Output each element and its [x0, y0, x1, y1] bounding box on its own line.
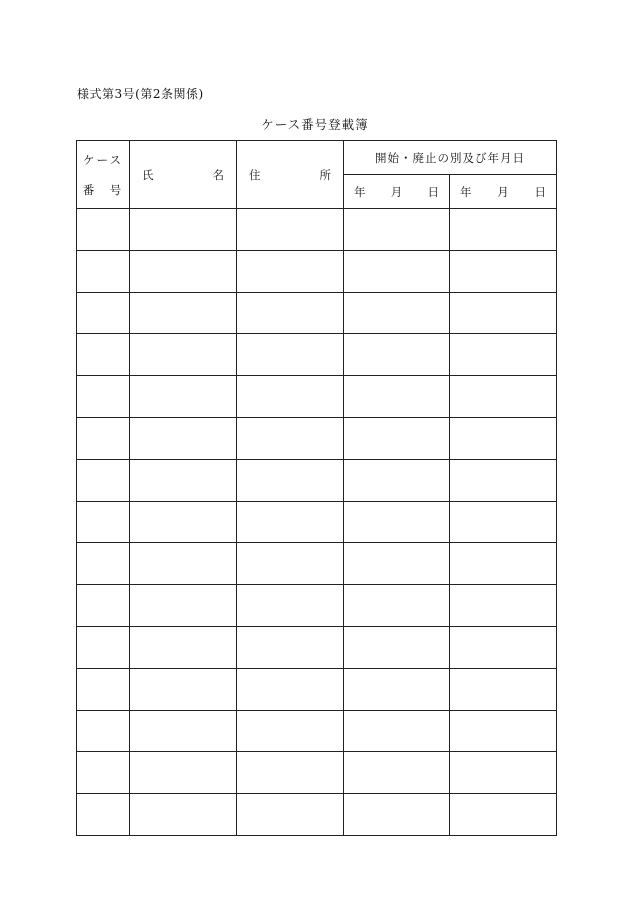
cell-date-start — [344, 417, 450, 459]
header-year-2: 年 — [460, 184, 472, 199]
cell-case-number — [77, 459, 130, 501]
cell-case-number — [77, 710, 130, 752]
cell-case-number — [77, 417, 130, 459]
cell-address — [237, 209, 344, 251]
cell-case-number — [77, 626, 130, 668]
cell-name — [130, 752, 237, 794]
table-row — [77, 209, 557, 251]
cell-date-end — [450, 585, 557, 627]
cell-address — [237, 585, 344, 627]
cell-address — [237, 459, 344, 501]
cell-address — [237, 668, 344, 710]
cell-case-number — [77, 543, 130, 585]
header-addr-a: 住 — [249, 167, 261, 182]
cell-date-end — [450, 668, 557, 710]
table-row — [77, 585, 557, 627]
cell-name — [130, 292, 237, 334]
cell-date-end — [450, 794, 557, 836]
header-case-number — [77, 141, 130, 209]
table-row — [77, 334, 557, 376]
table-row — [77, 250, 557, 292]
cell-case-number — [77, 250, 130, 292]
cell-date-end — [450, 334, 557, 376]
cell-case-number — [77, 752, 130, 794]
cell-address — [237, 626, 344, 668]
table-row — [77, 376, 557, 418]
cell-date-end — [450, 543, 557, 585]
cell-address — [237, 752, 344, 794]
cell-address — [237, 501, 344, 543]
cell-date-start — [344, 794, 450, 836]
header-month-1: 月 — [390, 184, 403, 199]
cell-date-end — [450, 209, 557, 251]
cell-name — [130, 501, 237, 543]
table-row — [77, 710, 557, 752]
table-row — [77, 292, 557, 334]
cell-date-start — [344, 292, 450, 334]
cell-date-end — [450, 292, 557, 334]
table-row — [77, 459, 557, 501]
cell-case-number — [77, 209, 130, 251]
cell-name — [130, 417, 237, 459]
cell-address — [237, 543, 344, 585]
cell-name — [130, 376, 237, 418]
cell-address — [237, 292, 344, 334]
cell-date-start — [344, 668, 450, 710]
header-month-2: 月 — [497, 184, 509, 199]
cell-case-number — [77, 668, 130, 710]
header-name-a: 氏 — [142, 167, 154, 182]
table-row — [77, 668, 557, 710]
header-name — [130, 141, 237, 209]
cell-address — [237, 794, 344, 836]
cell-name — [130, 668, 237, 710]
table-row — [77, 626, 557, 668]
cell-date-start — [344, 459, 450, 501]
cell-name — [130, 626, 237, 668]
header-date-end — [450, 175, 557, 209]
header-case-line1: ケース — [83, 152, 123, 167]
header-day-1: 日 — [427, 184, 439, 199]
cell-name — [130, 250, 237, 292]
form-number-label: 様式第3号(第2条関係) — [77, 87, 204, 101]
cell-name — [130, 459, 237, 501]
table-row — [77, 543, 557, 585]
cell-date-end — [450, 376, 557, 418]
cell-name — [130, 209, 237, 251]
cell-date-end — [450, 501, 557, 543]
header-name-b: 名 — [212, 167, 224, 182]
cell-date-end — [450, 459, 557, 501]
cell-date-start — [344, 543, 450, 585]
cell-case-number — [77, 794, 130, 836]
cell-date-end — [450, 626, 557, 668]
cell-date-start — [344, 585, 450, 627]
cell-date-start — [344, 626, 450, 668]
table-row — [77, 752, 557, 794]
header-year-1: 年 — [354, 184, 366, 199]
cell-name — [130, 710, 237, 752]
cell-date-start — [344, 501, 450, 543]
header-address — [237, 141, 344, 209]
table-row — [77, 794, 557, 836]
cell-date-start — [344, 710, 450, 752]
cell-case-number — [77, 292, 130, 334]
cell-address — [237, 376, 344, 418]
header-addr-b: 所 — [319, 167, 331, 182]
header-date-start — [344, 175, 450, 209]
cell-address — [237, 250, 344, 292]
cell-date-start — [344, 250, 450, 292]
cell-name — [130, 585, 237, 627]
cell-address — [237, 417, 344, 459]
cell-date-start — [344, 334, 450, 376]
cell-case-number — [77, 376, 130, 418]
table-row — [77, 417, 557, 459]
registry-table — [76, 140, 557, 836]
cell-date-start — [344, 376, 450, 418]
cell-name — [130, 543, 237, 585]
cell-case-number — [77, 334, 130, 376]
header-date-group: 開始・廃止の別及び年月日 — [344, 141, 557, 175]
cell-date-start — [344, 209, 450, 251]
cell-date-end — [450, 710, 557, 752]
table-row — [77, 501, 557, 543]
cell-address — [237, 710, 344, 752]
cell-case-number — [77, 585, 130, 627]
document-title: ケース番号登載簿 — [261, 117, 369, 132]
registry-body — [77, 209, 557, 836]
cell-name — [130, 334, 237, 376]
header-day-2: 日 — [534, 184, 546, 199]
cell-date-end — [450, 752, 557, 794]
cell-date-end — [450, 250, 557, 292]
header-case-line2: 番 号 — [82, 182, 124, 197]
cell-address — [237, 334, 344, 376]
cell-date-start — [344, 752, 450, 794]
cell-date-end — [450, 417, 557, 459]
cell-name — [130, 794, 237, 836]
cell-case-number — [77, 501, 130, 543]
header-row-top — [77, 141, 557, 175]
